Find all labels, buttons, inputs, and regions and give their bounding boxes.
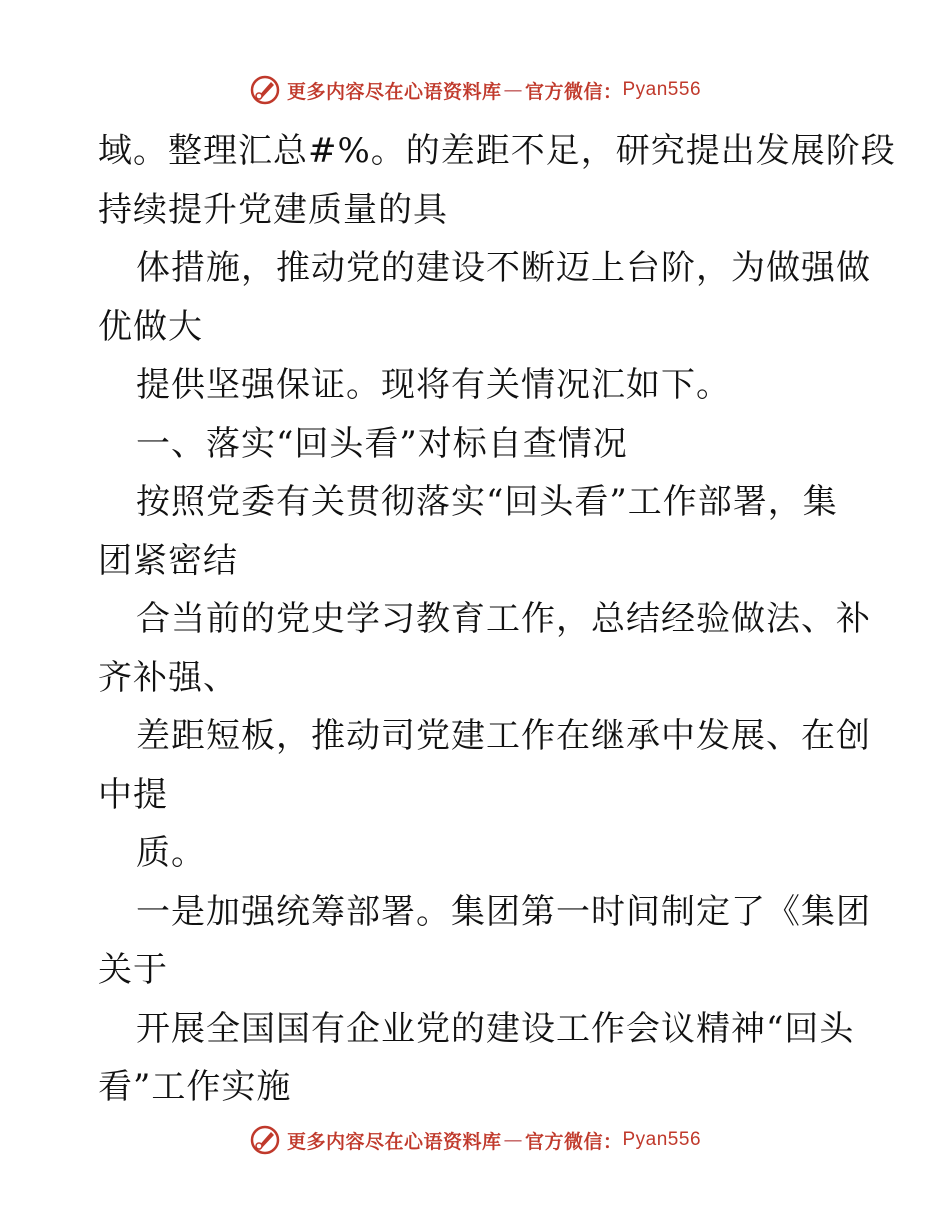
text-line: 域。整理汇总#%。的差距不足，研究提出发展阶段 xyxy=(98,131,896,171)
header-watermark xyxy=(0,70,950,110)
text-line: 关于 xyxy=(98,950,168,990)
text-line: 合当前的党史学习教育工作，总结经验做法、补 xyxy=(136,599,871,639)
text-line: 提供坚强保证。现将有关情况汇如下。 xyxy=(136,365,731,405)
text-line: 优做大 xyxy=(98,306,203,347)
text-line: 开展全国国有企业党的建设工作会议精神“回头 xyxy=(136,1008,855,1049)
text-line: 一是加强统筹部署。集团第一时间制定了《集团 xyxy=(136,891,871,932)
text-line: 齐补强、 xyxy=(98,657,238,698)
text-line: 中提 xyxy=(98,774,168,815)
footer-watermark xyxy=(0,1120,950,1160)
watermark-wechat-label: 官方微信： xyxy=(524,1130,623,1153)
watermark-separator: — xyxy=(503,1129,523,1151)
text-line: 看”工作实施 xyxy=(98,1067,292,1107)
watermark-separator: — xyxy=(503,79,523,101)
text-line: 团紧密结 xyxy=(98,540,238,581)
watermark-wechat-id: Pyan556 xyxy=(622,1129,702,1150)
text-line: 持续提升党建质量的具 xyxy=(98,189,448,230)
watermark-brand: 更多内容尽在心语资料库 xyxy=(286,80,502,103)
text-line: 差距短板，推动司党建工作在继承中发展、在创 xyxy=(136,716,871,756)
quill-seal-icon xyxy=(249,1124,281,1156)
section-heading: 一、落实“回头看”对标自查情况 xyxy=(136,423,628,464)
document-body xyxy=(98,122,896,1117)
watermark-brand: 更多内容尽在心语资料库 xyxy=(286,1130,502,1153)
text-line: 体措施，推动党的建设不断迈上台阶，为做强做 xyxy=(136,248,871,288)
watermark-wechat-id: Pyan556 xyxy=(622,79,702,100)
text-line: 按照党委有关贯彻落实“回头看”工作部署，集 xyxy=(136,482,838,522)
text-line: 质。 xyxy=(136,833,206,873)
watermark-wechat-label: 官方微信： xyxy=(524,80,623,103)
quill-seal-icon xyxy=(249,74,281,106)
